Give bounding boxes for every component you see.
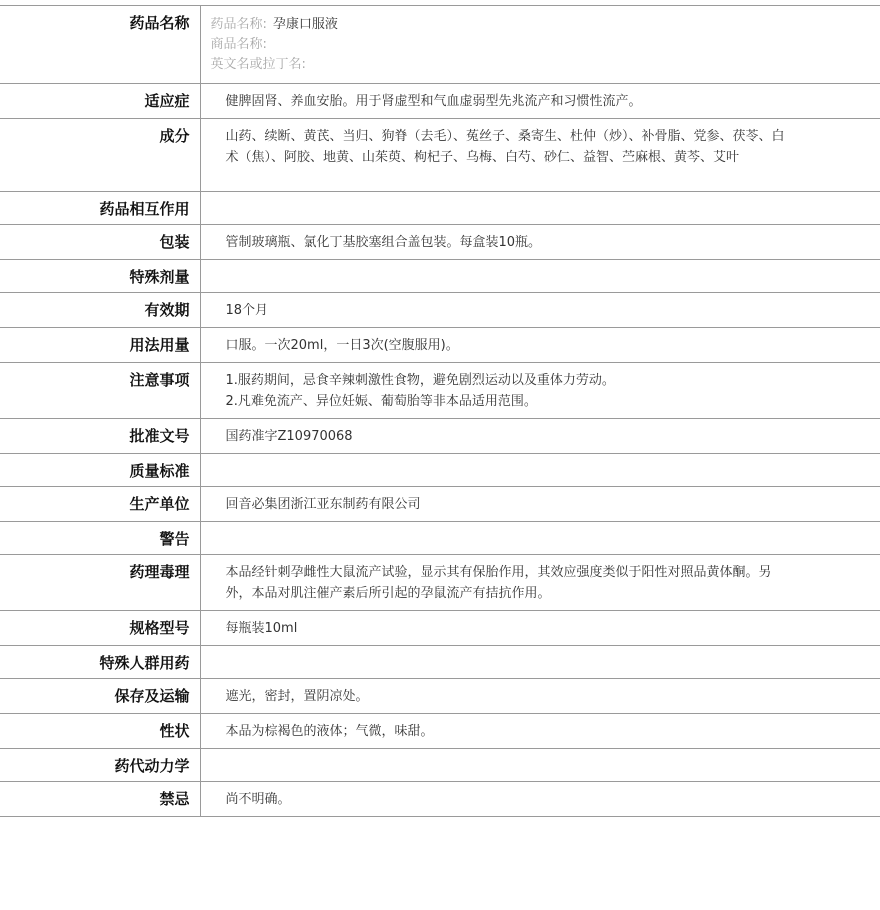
row-label-usage: 用法用量 (0, 328, 200, 363)
row-value-pharmacology: 本品经针刺孕雌性大鼠流产试验，显示其有保胎作用，其效应强度类似于阳性对照品黄体酮。另外，本品对肌注催产素后所引起的孕鼠流产有拮抗作用。 (200, 555, 880, 611)
row-warning (0, 522, 880, 555)
row-value-special-populations (200, 646, 880, 679)
row-label-special-dosage: 特殊剂量 (0, 260, 200, 293)
drug-name-block (200, 6, 880, 84)
row-quality (0, 454, 880, 487)
precautions-line-2: 2.凡难免流产、异位妊娠、葡萄胎等非本品适用范围。 (225, 394, 537, 409)
row-value-contraindications: 尚不明确。 (200, 782, 880, 817)
row-value-shelf-life: 18个月 (200, 293, 880, 328)
drug-name-value: 孕康口服液 (272, 17, 338, 32)
row-value-packaging: 管制玻璃瓶、氯化丁基胶塞组合盖包装。每盒装10瓶。 (200, 225, 880, 260)
row-value-warning (200, 522, 880, 555)
row-approval (0, 419, 880, 454)
row-special-dosage (0, 260, 880, 293)
row-label-description: 性状 (0, 714, 200, 749)
row-label-indications: 适应症 (0, 84, 200, 119)
row-label-precautions: 注意事项 (0, 363, 200, 419)
drug-info-table (0, 5, 880, 817)
row-label-pharmacokinetics: 药代动力学 (0, 749, 200, 782)
row-value-usage: 口服。一次20ml，一日3次(空腹服用)。 (200, 328, 880, 363)
trade-name-line (211, 35, 861, 55)
row-pharmacokinetics (0, 749, 880, 782)
row-special-populations (0, 646, 880, 679)
row-precautions (0, 363, 880, 419)
row-label-quality: 质量标准 (0, 454, 200, 487)
drug-name-key: 药品名称: (210, 17, 267, 32)
row-pharmacology (0, 555, 880, 611)
trade-name-key: 商品名称: (210, 37, 267, 52)
row-value-precautions (200, 363, 880, 419)
row-contraindications (0, 782, 880, 817)
row-label-packaging: 包装 (0, 225, 200, 260)
row-value-manufacturer: 回音必集团浙江亚东制药有限公司 (200, 487, 880, 522)
row-value-ingredients: 山药、续断、黄芪、当归、狗脊（去毛）、菟丝子、桑寄生、杜仲（炒）、补骨脂、党参、茯苓、白术（焦）、阿胶、地黄、山茱萸、枸杞子、乌梅、白芍、砂仁、益智、苎麻根、黄芩、艾叶 (200, 119, 880, 192)
row-interactions (0, 192, 880, 225)
row-value-special-dosage (200, 260, 880, 293)
row-label-approval: 批准文号 (0, 419, 200, 454)
row-label-ingredients: 成分 (0, 119, 200, 192)
drug-name-line (211, 15, 861, 35)
row-indications (0, 84, 880, 119)
row-usage (0, 328, 880, 363)
english-name-line (211, 55, 861, 75)
row-value-description: 本品为棕褐色的液体；气微，味甜。 (200, 714, 880, 749)
precautions-line-1: 1.服药期间，忌食辛辣刺激性食物，避免剧烈运动以及重体力劳动。 (225, 373, 615, 388)
row-label-special-populations: 特殊人群用药 (0, 646, 200, 679)
row-label-contraindications: 禁忌 (0, 782, 200, 817)
row-label-warning: 警告 (0, 522, 200, 555)
row-label-manufacturer: 生产单位 (0, 487, 200, 522)
row-drug-name (0, 6, 880, 84)
row-manufacturer (0, 487, 880, 522)
row-shelf-life (0, 293, 880, 328)
row-label-interactions: 药品相互作用 (0, 192, 200, 225)
row-label-specification: 规格型号 (0, 611, 200, 646)
row-label-storage: 保存及运输 (0, 679, 200, 714)
row-value-storage: 遮光，密封，置阴凉处。 (200, 679, 880, 714)
row-label-pharmacology: 药理毒理 (0, 555, 200, 611)
row-specification (0, 611, 880, 646)
row-value-approval: 国药准字Z10970068 (200, 419, 880, 454)
row-value-specification: 每瓶装10ml (200, 611, 880, 646)
row-value-quality (200, 454, 880, 487)
row-storage (0, 679, 880, 714)
row-value-interactions (200, 192, 880, 225)
row-value-pharmacokinetics (200, 749, 880, 782)
row-label-drug-name: 药品名称 (0, 6, 200, 84)
row-packaging (0, 225, 880, 260)
row-label-shelf-life: 有效期 (0, 293, 200, 328)
english-name-key: 英文名或拉丁名: (210, 57, 306, 72)
row-value-indications: 健脾固肾、养血安胎。用于肾虚型和气血虚弱型先兆流产和习惯性流产。 (200, 84, 880, 119)
row-description (0, 714, 880, 749)
row-ingredients (0, 119, 880, 192)
